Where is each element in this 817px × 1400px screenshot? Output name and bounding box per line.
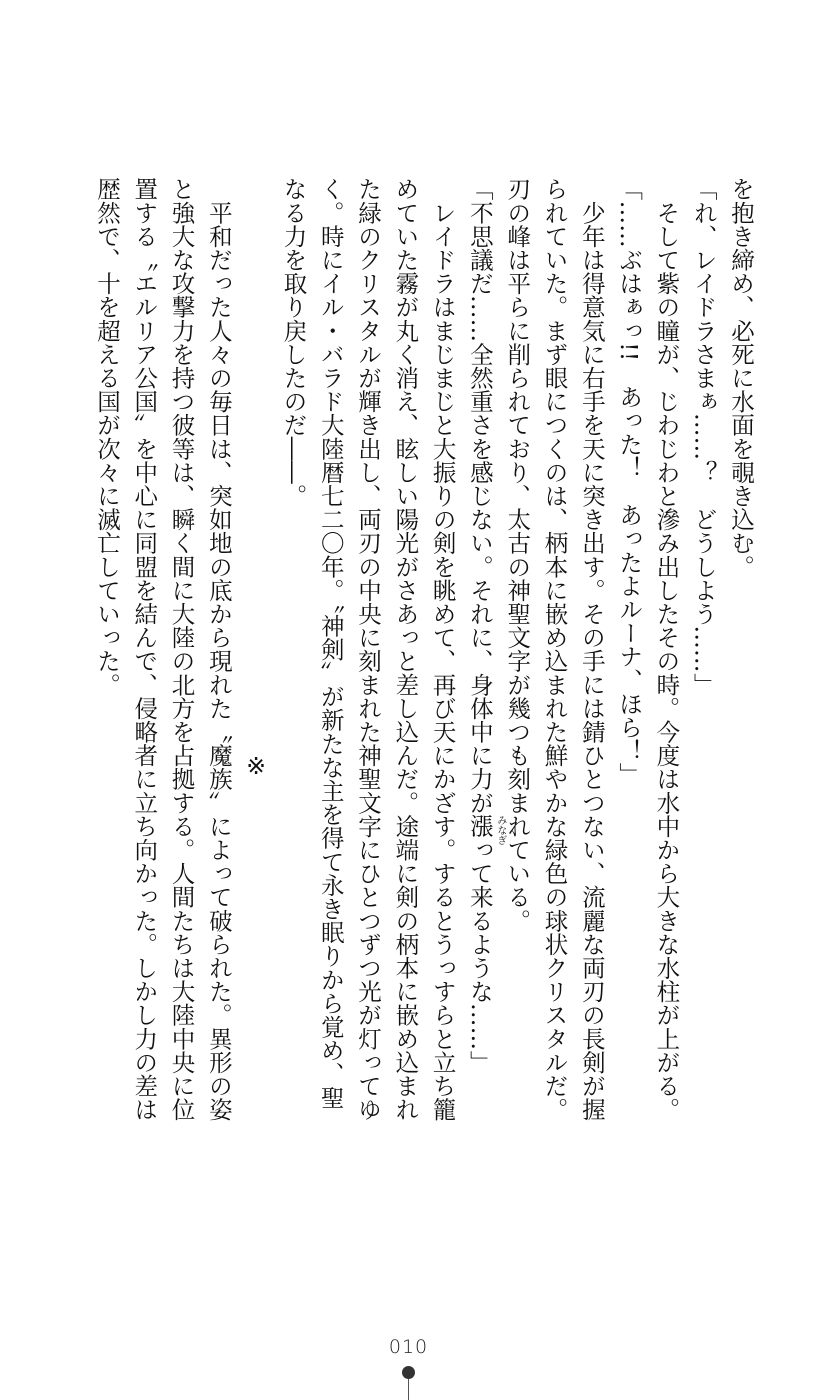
text-column: 刃の峰は平らに削られており、太古の神聖文字が幾つも刻まれている。 bbox=[503, 177, 532, 933]
text-column: 平和だった人々の毎日は、突如地の底から現れた〝魔族〟によって破られた。異形の姿 bbox=[204, 177, 233, 1121]
text-segment: って来るような……」 bbox=[465, 837, 494, 1074]
ruby-annotation: みなぎ bbox=[494, 815, 506, 846]
text-segment: 「不思議だ……全然重さを感じない。それに、身体中に力が bbox=[465, 177, 494, 815]
ruby-base-text: 漲 bbox=[465, 814, 494, 838]
text-column: と強大な攻撃力を持つ彼等は、瞬く間に大陸の北方を占拠する。人間たちは大陸中央に位 bbox=[167, 177, 196, 1121]
text-column: 少年は得意気に右手を天に突き出す。その手には錆ひとつない、流麗な両刃の長剣が握 bbox=[577, 177, 606, 1121]
text-column-with-ruby bbox=[461, 177, 506, 1127]
text-column: 置する〝エルリア公国〟を中心に同盟を結んで、侵略者に立ち向かった。しかし力の差は bbox=[130, 177, 159, 1121]
text-column: られていた。まず眼につくのは、柄本に嵌め込まれた鮮やかな緑色の球状クリスタルだ。 bbox=[540, 177, 569, 1121]
text-column: レイドラはまじまじと大振りの剣を眺めて、再び天にかざす。するとうっすらと立ち籠 bbox=[428, 177, 457, 1121]
text-column: く。時にイル・バラド大陸暦七二〇年。〝神剣〟が新たな主を得て永き眠りから覚め、聖 bbox=[316, 177, 345, 1110]
folio-line-ornament bbox=[408, 1379, 409, 1400]
text-column: を抱き締め、必死に水面を覗き込む。 bbox=[727, 177, 755, 579]
text-column: 「……ぶはぁっ!! あった！ あったよルーナ、ほら！」 bbox=[615, 177, 644, 787]
text-column: そして紫の瞳が、じわじわと滲み出したその時。今度は水中から大きな水柱が上がる。 bbox=[652, 177, 681, 1121]
folio-dot-ornament bbox=[402, 1366, 415, 1379]
vertical-body-text bbox=[88, 177, 759, 1127]
text-column: た緑のクリスタルが輝き出し、両刃の中央に刻まれた神聖文字にひとつずつ光が灯ってゆ bbox=[354, 177, 383, 1121]
section-break-mark: ※ bbox=[242, 752, 271, 781]
text-column: 歴然で、十を超える国が次々に滅亡していった。 bbox=[92, 177, 121, 697]
ruby-base bbox=[465, 814, 506, 846]
page-number: 010 bbox=[388, 1336, 429, 1358]
text-column: めていた霧が丸く消え、眩しい陽光がさあっと差し込んだ。途端に剣の柄本に嵌め込まれ bbox=[391, 177, 420, 1121]
text-column: 「れ、レイドラさまぁ……？ どうしよう……」 bbox=[689, 177, 718, 697]
text-column: なる力を取り戻したのだ――。 bbox=[279, 177, 308, 508]
